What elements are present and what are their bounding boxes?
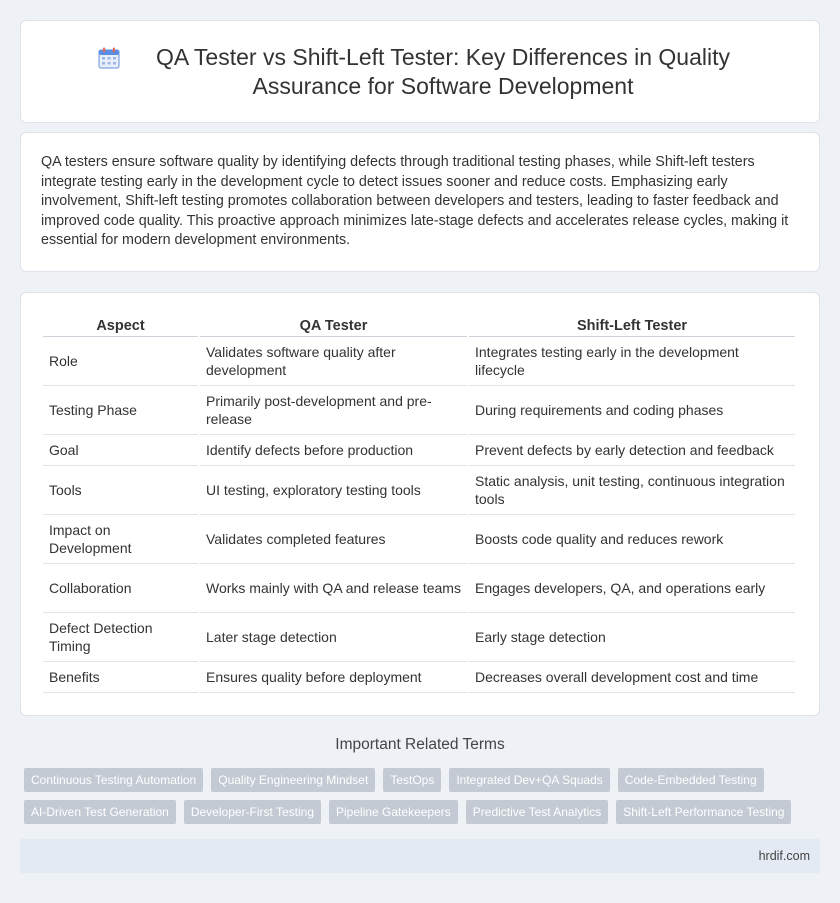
- table-row: [43, 435, 795, 466]
- table-cell: Later stage detection: [200, 613, 467, 662]
- table-row: [43, 613, 795, 662]
- table-cell: Static analysis, unit testing, continuous integration tools: [469, 466, 795, 515]
- header-qa-tester: QA Tester: [200, 313, 467, 337]
- related-term-tag[interactable]: Continuous Testing Automation: [24, 768, 203, 792]
- comparison-table-card: [20, 292, 820, 716]
- table-cell: Impact on Development: [43, 515, 198, 564]
- table-cell: Boosts code quality and reduces rework: [469, 515, 795, 564]
- table-cell: Goal: [43, 435, 198, 466]
- intro-paragraph: QA testers ensure software quality by identifying defects through traditional testing phases, while Shift-left testers integrate testing early in the development cycle to detect issues sooner and reduce costs. Emphasizing early involvement, Shift-left testing promotes collaboration between developers and testers, leading to faster feedback and improved code quality. This proactive approach minimizes late-stage defects and accelerates release cycles, making it essential for modern development environments.: [41, 154, 789, 248]
- table-cell: Integrates testing early in the development lifecycle: [469, 337, 795, 386]
- related-term-tag[interactable]: TestOps: [383, 768, 441, 792]
- table-cell: Collaboration: [43, 564, 198, 613]
- related-terms-tags: [24, 768, 824, 832]
- footer-site-link[interactable]: hrdif.com: [758, 849, 810, 863]
- table-row: [43, 515, 795, 564]
- related-term-tag[interactable]: Quality Engineering Mindset: [211, 768, 375, 792]
- comparison-table: [41, 313, 797, 693]
- table-cell: Testing Phase: [43, 386, 198, 435]
- table-row: [43, 564, 795, 613]
- related-term-tag[interactable]: Pipeline Gatekeepers: [329, 800, 458, 824]
- table-cell: Works mainly with QA and release teams: [200, 564, 467, 613]
- table-row: [43, 662, 795, 693]
- related-term-tag[interactable]: Predictive Test Analytics: [466, 800, 609, 824]
- table-cell: Identify defects before production: [200, 435, 467, 466]
- related-terms-title: Important Related Terms: [335, 736, 505, 753]
- related-term-tag[interactable]: Integrated Dev+QA Squads: [449, 768, 609, 792]
- table-cell: Defect Detection Timing: [43, 613, 198, 662]
- page-title: QA Tester vs Shift-Left Tester: Key Differences in Quality Assurance for Software Development: [156, 43, 730, 99]
- related-term-tag[interactable]: Code-Embedded Testing: [618, 768, 764, 792]
- table-cell: UI testing, exploratory testing tools: [200, 466, 467, 515]
- table-cell: During requirements and coding phases: [469, 386, 795, 435]
- table-header-row: [43, 313, 795, 337]
- table-cell: Validates software quality after development: [200, 337, 467, 386]
- calendar-icon: [97, 46, 121, 70]
- tag-row: [24, 800, 824, 824]
- intro-card: [20, 132, 820, 272]
- table-row: [43, 337, 795, 386]
- header-aspect: Aspect: [43, 313, 198, 337]
- title-card: [20, 20, 820, 123]
- footer: [20, 839, 820, 873]
- table-cell: Primarily post-development and pre-release: [200, 386, 467, 435]
- table-cell: Engages developers, QA, and operations early: [469, 564, 795, 613]
- table-cell: Decreases overall development cost and time: [469, 662, 795, 693]
- related-term-tag[interactable]: AI-Driven Test Generation: [24, 800, 176, 824]
- table-cell: Ensures quality before deployment: [200, 662, 467, 693]
- table-cell: Role: [43, 337, 198, 386]
- table-cell: Prevent defects by early detection and feedback: [469, 435, 795, 466]
- related-term-tag[interactable]: Developer-First Testing: [184, 800, 321, 824]
- table-row: [43, 466, 795, 515]
- header-shift-left-tester: Shift-Left Tester: [469, 313, 795, 337]
- table-cell: Tools: [43, 466, 198, 515]
- related-term-tag[interactable]: Shift-Left Performance Testing: [616, 800, 791, 824]
- table-row: [43, 386, 795, 435]
- table-cell: Benefits: [43, 662, 198, 693]
- table-cell: Validates completed features: [200, 515, 467, 564]
- table-cell: Early stage detection: [469, 613, 795, 662]
- tag-row: [24, 768, 824, 792]
